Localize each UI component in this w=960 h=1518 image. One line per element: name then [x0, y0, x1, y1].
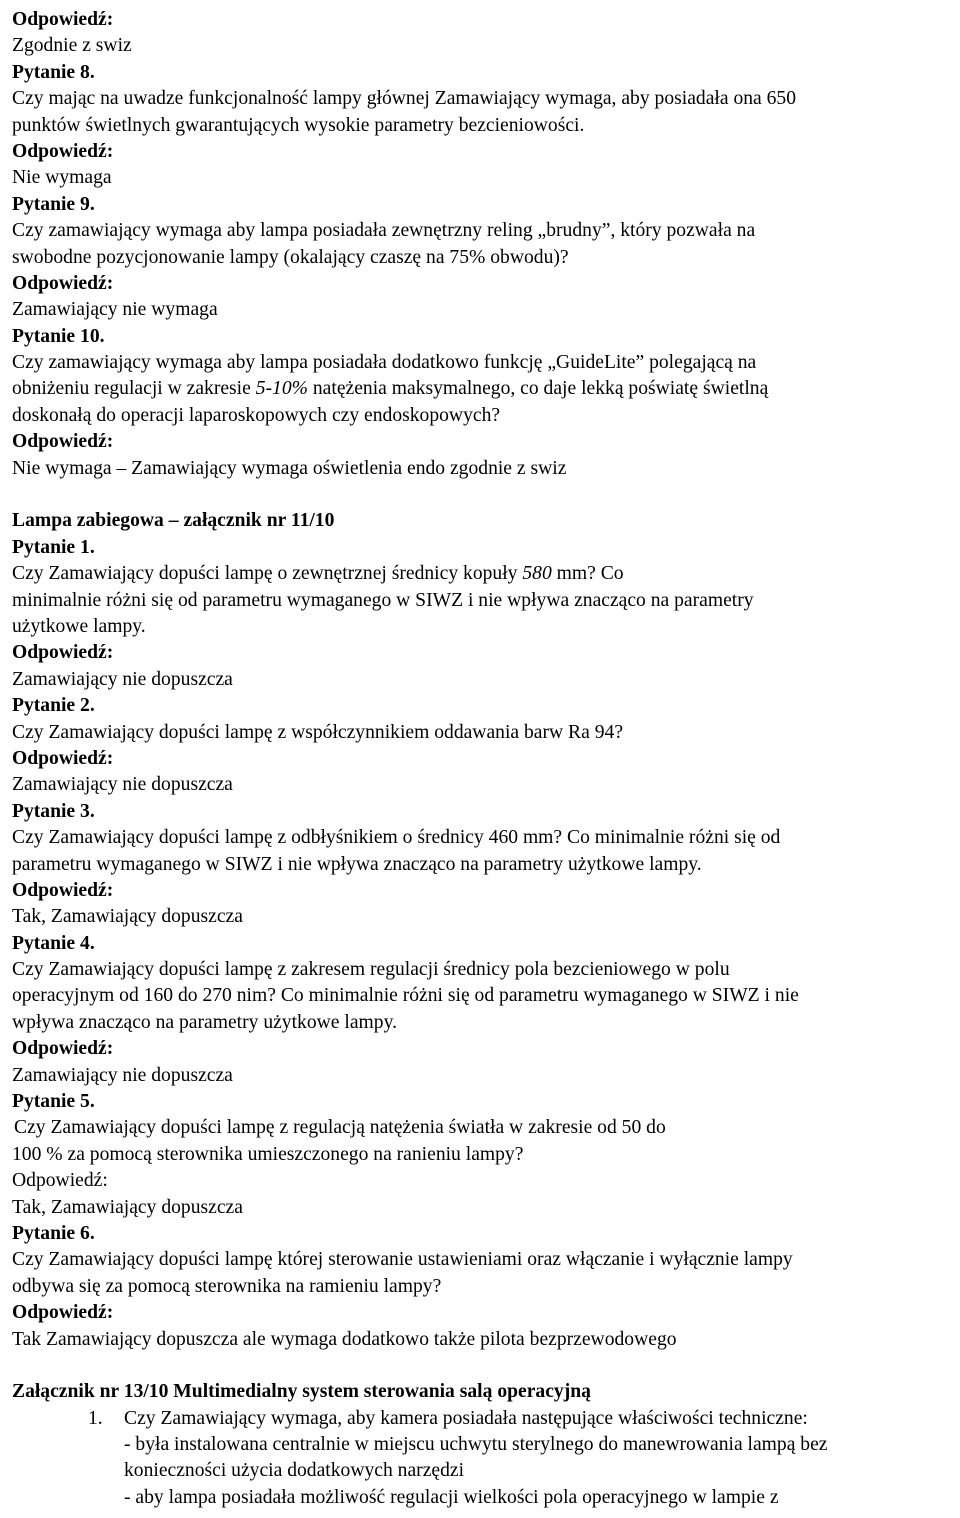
- answer-label: Odpowiedź:: [12, 140, 114, 162]
- question-text: Czy Zamawiający dopuści lampę z odbłyśnikiem o średnicy 460 mm? Co minimalnie różni się od: [12, 827, 781, 849]
- question-text: odbywa się za pomocą sterownika na ramieniu lampy?: [12, 1275, 442, 1297]
- question-text: parametru wymaganego w SIWZ i nie wpływa znacząco na parametry użytkowe lampy.: [12, 853, 702, 875]
- list-item-text: Czy Zamawiający wymaga, aby kamera posiadała następujące właściwości techniczne:: [124, 1407, 808, 1429]
- answer-text: Zamawiający nie dopuszcza: [12, 1064, 233, 1086]
- question-text: operacyjnym od 160 do 270 nim? Co minimalnie różni się od parametru wymaganego w SIWZ i nie: [12, 985, 799, 1007]
- answer-label: Odpowiedź:: [12, 642, 114, 664]
- section-heading: Załącznik nr 13/10 Multimedialny system sterowania salą operacyjną: [12, 1381, 591, 1403]
- list-item: [12, 1406, 952, 1432]
- answer-label-plain: Odpowiedź:: [12, 1170, 108, 1192]
- answer-label: Odpowiedź:: [12, 9, 114, 30]
- answer-text: Nie wymaga: [12, 167, 112, 189]
- question-text: Czy Zamawiający dopuści lampę z regulacją natężenia światła w zakresie od 50 do: [14, 1117, 666, 1139]
- question-label: Pytanie 10.: [12, 325, 105, 347]
- section-heading: Lampa zabiegowa – załącznik nr 11/10: [12, 510, 335, 532]
- question-text: doskonałą do operacji laparoskopowych czy endoskopowych?: [12, 404, 501, 426]
- answer-text: Tak Zamawiający dopuszcza ale wymaga dodatkowo także pilota bezprzewodowego: [12, 1328, 677, 1350]
- italic-value: 580: [522, 563, 552, 585]
- question-text: Czy Zamawiający dopuści lampę z zakresem regulacji średnicy pola bezcieniowego w polu: [12, 959, 730, 981]
- answer-label: Odpowiedź:: [12, 747, 114, 769]
- text-run: Czy Zamawiający dopuści lampę o zewnętrznej średnicy kopuły: [12, 563, 523, 585]
- question-label: Pytanie 2.: [12, 695, 95, 717]
- answer-label: Odpowiedź:: [12, 431, 114, 453]
- list-number: 1.: [88, 1407, 103, 1429]
- question-text: swobodne pozycjonowanie lampy (okalający czaszę na 75% obwodu)?: [12, 246, 569, 268]
- question-text: Czy mając na uwadze funkcjonalność lampy głównej Zamawiający wymaga, aby posiadała ona 650: [12, 88, 797, 110]
- question-text: Czy zamawiający wymaga aby lampa posiadała dodatkowo funkcję „GuideLite” polegającą na: [12, 352, 757, 374]
- list-item-text: - aby lampa posiadała możliwość regulacji wielkości pola operacyjnego w lampie z: [124, 1486, 779, 1508]
- answer-label: Odpowiedź:: [12, 1302, 114, 1324]
- italic-value: 5-10%: [255, 378, 308, 400]
- document-page: [12, 7, 952, 1511]
- question-text: Czy Zamawiający dopuści lampę z współczynnikiem oddawania barw Ra 94?: [12, 721, 624, 743]
- question-text: Czy zamawiający wymaga aby lampa posiadała zewnętrzny reling „brudny”, który pozwała na: [12, 220, 756, 242]
- answer-label: Odpowiedź:: [12, 1038, 114, 1060]
- answer-label: Odpowiedź:: [12, 272, 114, 294]
- question-label: Pytanie 3.: [12, 800, 95, 822]
- answer-label: Odpowiedź:: [12, 879, 114, 901]
- answer-text: Zamawiający nie dopuszcza: [12, 668, 233, 690]
- spacer: [12, 482, 952, 508]
- answer-text: Nie wymaga – Zamawiający wymaga oświetlenia endo zgodnie z swiz: [12, 457, 567, 479]
- question-text: 100 % za pomocą sterownika umieszczonego na ranieniu lampy?: [12, 1143, 524, 1165]
- question-label: Pytanie 8.: [12, 61, 95, 83]
- spacer: [12, 1353, 952, 1379]
- question-text: punktów świetlnych gwarantujących wysokie parametry bezcieniowości.: [12, 114, 585, 136]
- text-run: natężenia maksymalnego, co daje lekką poświatę świetlną: [307, 378, 769, 400]
- text-run: mm? Co: [551, 563, 624, 585]
- question-label: Pytanie 6.: [12, 1222, 95, 1244]
- question-text: [12, 376, 952, 402]
- answer-text: Tak, Zamawiający dopuszcza: [12, 906, 243, 928]
- question-label: Pytanie 5.: [12, 1091, 95, 1113]
- question-text: minimalnie różni się od parametru wymaganego w SIWZ i nie wpływa znacząco na parametry: [12, 589, 754, 611]
- answer-text: Zamawiający nie dopuszcza: [12, 774, 233, 796]
- list-item-text: - była instalowana centralnie w miejscu uchwytu sterylnego do manewrowania lampą bez: [124, 1434, 828, 1456]
- question-label: Pytanie 1.: [12, 536, 95, 558]
- question-text: użytkowe lampy.: [12, 615, 146, 637]
- answer-text: Zamawiający nie wymaga: [12, 299, 218, 321]
- question-text: wpływa znacząco na parametry użytkowe lampy.: [12, 1011, 397, 1033]
- question-label: Pytanie 9.: [12, 193, 95, 215]
- answer-text: Zgodnie z swiz: [12, 35, 132, 57]
- list-item-text: konieczności użycia dodatkowych narzędzi: [124, 1460, 465, 1482]
- text-run: obniżeniu regulacji w zakresie: [12, 378, 256, 400]
- answer-text: Tak, Zamawiający dopuszcza: [12, 1196, 243, 1218]
- question-text: [12, 561, 952, 587]
- question-label: Pytanie 4.: [12, 932, 95, 954]
- question-text: Czy Zamawiający dopuści lampę której sterowanie ustawieniami oraz włączanie i wyłącznie lampy: [12, 1249, 793, 1271]
